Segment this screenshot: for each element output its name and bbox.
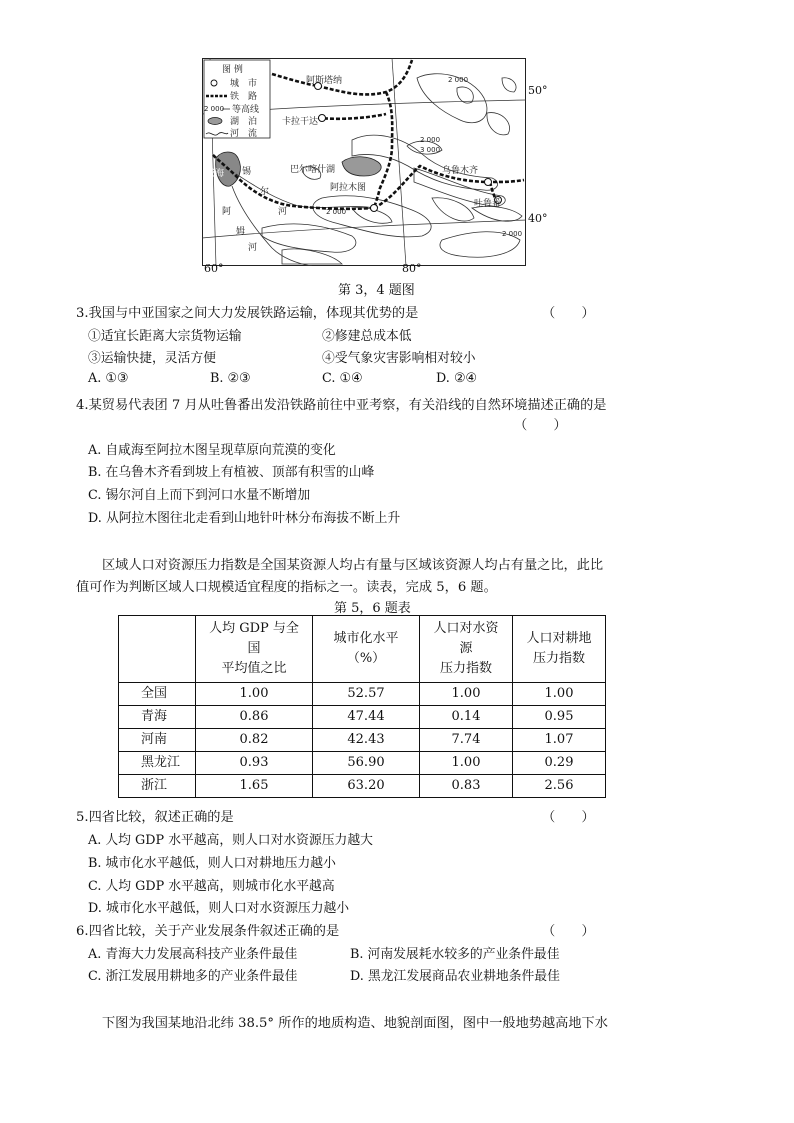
header-land-line-2: 压力指数 xyxy=(532,651,585,666)
legend-label-river: 河 流 xyxy=(230,129,258,139)
label-river-3: 河 xyxy=(278,207,288,217)
contour-label-3: 3 000 xyxy=(420,146,441,154)
lat-label-50: 50° xyxy=(528,84,548,97)
legend-label-city: 城 市 xyxy=(230,79,258,89)
label-river-5: 姆 xyxy=(236,227,246,237)
header-urban-line-2: （%） xyxy=(346,651,386,666)
table-header-row xyxy=(119,616,606,683)
q5-option-a: A. 人均 GDP 水平越高，则人口对水资源压力越大 xyxy=(88,833,373,848)
label-river-6: 河 xyxy=(248,243,258,253)
row-label: 青海 xyxy=(119,706,196,729)
cell-land: 1.00 xyxy=(513,683,606,706)
header-gdp-line-1: 人均 GDP 与全 xyxy=(209,621,299,636)
label-almaty: 阿拉木图 xyxy=(330,183,367,193)
header-land-line-1: 人口对耕地 xyxy=(526,631,592,646)
cell-gdp: 1.00 xyxy=(196,683,313,706)
q5-bracket: （ ） xyxy=(542,810,595,825)
legend-label-lake: 湖 泊 xyxy=(230,117,258,127)
label-river-4: 阿 xyxy=(222,207,232,217)
legend-label-contour: 等高线 xyxy=(232,105,260,115)
legend-label-railway: 铁 路 xyxy=(230,92,258,102)
row-label: 黑龙江 xyxy=(119,752,196,775)
contour-value: 2 000 xyxy=(204,105,225,113)
q3-bracket: （ ） xyxy=(542,306,595,321)
contour-label-4: 2 000 xyxy=(326,208,347,216)
label-river-2: 尔 xyxy=(260,187,270,197)
q3-option-d: D. ②④ xyxy=(436,371,477,386)
q6-option-c: C. 浙江发展用耕地多的产业条件最佳 xyxy=(88,969,298,984)
table-row xyxy=(119,752,606,775)
cell-gdp: 0.82 xyxy=(196,729,313,752)
table-caption: 第 5，6 题表 xyxy=(334,601,411,616)
q5-stem: 5.四省比较，叙述正确的是 xyxy=(76,810,234,825)
q3-item-2: ②修建总成本低 xyxy=(322,329,412,344)
header-water xyxy=(420,616,513,683)
q3-item-1: ①适宜长距离大宗货物运输 xyxy=(88,329,242,344)
cell-water: 0.83 xyxy=(420,775,513,798)
cell-gdp: 1.65 xyxy=(196,775,313,798)
contour-label-1: 2 000 xyxy=(448,76,469,84)
cell-gdp: 0.93 xyxy=(196,752,313,775)
contour-label-2: 2 000 xyxy=(420,136,441,144)
row-label: 河南 xyxy=(119,729,196,752)
header-water-line-2: 源 xyxy=(459,641,473,656)
header-gdp-line-2: 国 xyxy=(247,641,261,656)
label-balkhash: 巴尔喀什湖 xyxy=(290,165,336,175)
q4-bracket: （ ） xyxy=(514,418,567,433)
cell-water: 0.14 xyxy=(420,706,513,729)
header-urban xyxy=(313,616,420,683)
cell-urban: 52.57 xyxy=(313,683,420,706)
q3-item-4: ④受气象灾害影响相对较小 xyxy=(322,351,476,366)
table-row xyxy=(119,706,606,729)
lon-label-80: 80° xyxy=(402,262,422,275)
q4-option-c: C. 锡尔河自上而下到河口水量不断增加 xyxy=(88,488,311,503)
q4-option-d: D. 从阿拉木图往北走看到山地针叶林分布海拔不断上升 xyxy=(88,511,401,526)
q4-option-a: A. 自咸海至阿拉木图呈现草原向荒漠的变化 xyxy=(88,443,336,458)
central-asia-map xyxy=(202,58,526,266)
q3-option-b: B. ②③ xyxy=(210,371,251,386)
label-turpan: 吐鲁番 xyxy=(474,199,502,209)
lon-label-60: 60° xyxy=(204,262,224,275)
closing-line: 下图为我国某地沿北纬 38.5° 所作的地质构造、地貌剖面图，图中一般地势越高地下水 xyxy=(102,1016,608,1031)
q5-option-b: B. 城市化水平越低，则人口对耕地压力越小 xyxy=(88,856,336,871)
cell-water: 1.00 xyxy=(420,752,513,775)
city-icon-almaty xyxy=(371,205,378,212)
q6-bracket: （ ） xyxy=(542,924,595,939)
city-icon-urumqi xyxy=(485,179,492,186)
header-gdp xyxy=(196,616,313,683)
label-astana: 阿斯塔纳 xyxy=(306,76,343,86)
cell-water: 7.74 xyxy=(420,729,513,752)
row-label: 全国 xyxy=(119,683,196,706)
q5-option-c: C. 人均 GDP 水平越高，则城市化水平越高 xyxy=(88,879,335,894)
table-row xyxy=(119,775,606,798)
header-urban-line-1: 城市化水平 xyxy=(333,631,399,646)
q6-option-b: B. 河南发展耗水较多的产业条件最佳 xyxy=(350,947,560,962)
map-caption: 第 3，4 题图 xyxy=(338,283,415,298)
label-karaganda: 卡拉干达 xyxy=(282,117,319,127)
q5-option-d: D. 城市化水平越低，则人口对水资源压力越小 xyxy=(88,901,350,916)
cell-urban: 56.90 xyxy=(313,752,420,775)
lake-icon xyxy=(208,118,222,125)
header-water-line-1: 人口对水资 xyxy=(433,621,499,636)
q3-option-c: C. ①④ xyxy=(322,371,363,386)
table-row xyxy=(119,683,606,706)
label-aral: 咸海 xyxy=(206,169,225,179)
header-gdp-line-3: 平均值之比 xyxy=(221,661,287,676)
q3-item-3: ③运输快捷，灵活方便 xyxy=(88,351,216,366)
header-corner xyxy=(119,616,196,683)
cell-water: 1.00 xyxy=(420,683,513,706)
data-table xyxy=(118,615,606,798)
q4-stem: 4.某贸易代表团 7 月从吐鲁番出发沿铁路前往中亚考察，有关沿线的自然环境描述正确的是 xyxy=(76,398,607,413)
header-water-line-3: 压力指数 xyxy=(439,661,492,676)
cell-land: 0.29 xyxy=(513,752,606,775)
cell-urban: 42.43 xyxy=(313,729,420,752)
cell-land: 2.56 xyxy=(513,775,606,798)
cell-urban: 47.44 xyxy=(313,706,420,729)
legend-title: 图 例 xyxy=(222,65,243,75)
cell-land: 1.07 xyxy=(513,729,606,752)
q4-option-b: B. 在乌鲁木齐看到坡上有植被、顶部有积雪的山峰 xyxy=(88,465,375,480)
q3-stem: 3.我国与中亚国家之间大力发展铁路运输，体现其优势的是 xyxy=(76,306,419,321)
q6-option-a: A. 青海大力发展高科技产业条件最佳 xyxy=(88,947,298,962)
q3-option-a: A. ①③ xyxy=(88,371,129,386)
label-urumqi: 乌鲁木齐 xyxy=(442,166,479,176)
city-icon xyxy=(211,80,217,86)
lat-label-40: 40° xyxy=(528,212,548,225)
row-label: 浙江 xyxy=(119,775,196,798)
cell-gdp: 0.86 xyxy=(196,706,313,729)
city-icon-karaganda xyxy=(319,115,326,122)
label-river-1: 锡 xyxy=(242,167,252,177)
header-land xyxy=(513,616,606,683)
intro-line-2: 值可作为判断区域人口规模适宜程度的指标之一。读表，完成 5，6 题。 xyxy=(76,580,497,595)
cell-land: 0.95 xyxy=(513,706,606,729)
cell-urban: 63.20 xyxy=(313,775,420,798)
q6-option-d: D. 黑龙江发展商品农业耕地条件最佳 xyxy=(350,969,560,984)
table-row xyxy=(119,729,606,752)
q6-stem: 6.四省比较，关于产业发展条件叙述正确的是 xyxy=(76,924,340,939)
contour-label-5: 2 000 xyxy=(502,230,523,238)
intro-line-1: 区域人口对资源压力指数是全国某资源人均占有量与区域该资源人均占有量之比，此比 xyxy=(102,558,604,573)
